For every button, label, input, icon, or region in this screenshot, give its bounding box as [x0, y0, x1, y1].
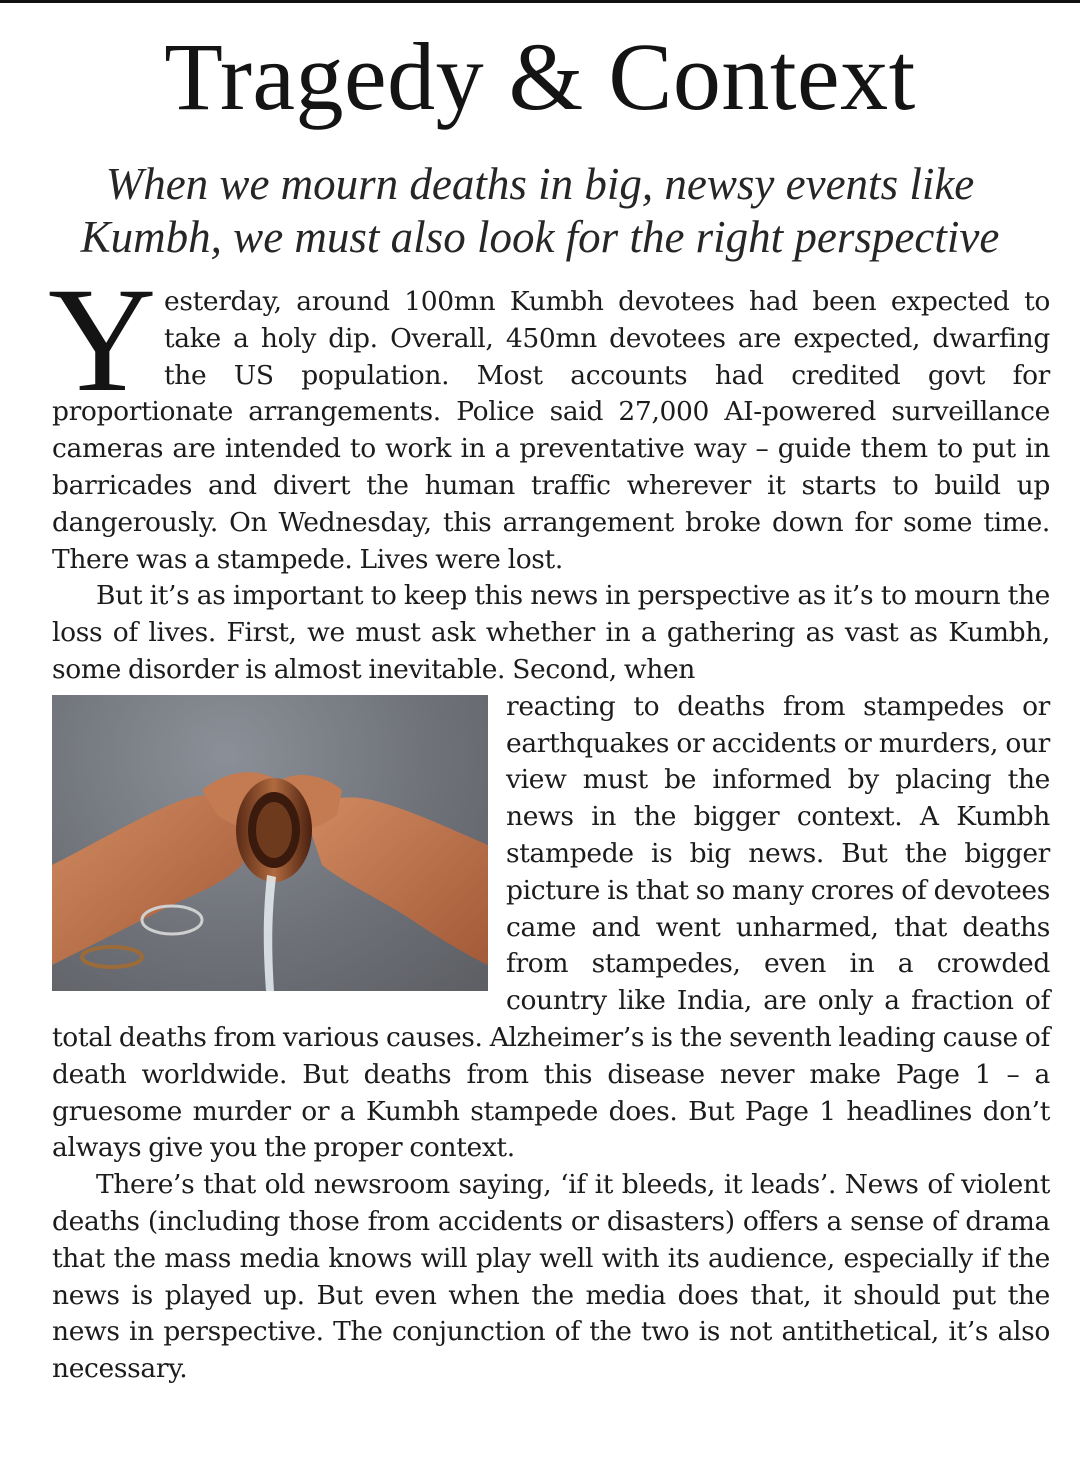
paragraph-2a-text: But it’s as important to keep this news in perspective as it’s to mourn the loss of lives. First, we must ask whether in a gathering as vast as Kumbh, some disorder is almost inevitable. Second, when — [52, 580, 1050, 685]
article-body — [48, 257, 1050, 1388]
paragraph-2 — [52, 578, 1050, 688]
deck: When we mourn deaths in big, newsy events like Kumbh, we must also look for the right perspective — [80, 159, 1000, 262]
top-rule — [0, 0, 1080, 3]
paragraph-3 — [52, 1167, 1050, 1388]
photo-hands-pouring-water — [52, 695, 488, 991]
headline: Tragedy & Context — [164, 23, 916, 130]
paragraph-3-text: There’s that old newsroom saying, ‘if it bleeds, it leads’. News of violent deaths (including those from accidents or disasters) offers a sense of drama that the mass media knows will play well with its audience, especially if the news is played up. But even when the media does that, it should put the news in perspective. The conjunction of the two is not antithetical, it’s also necessary. — [52, 1169, 1050, 1385]
article-photo — [52, 695, 488, 991]
paragraph-1-text: esterday, around 100mn Kumbh devotees had been expected to take a holy dip. Overall, 450mn devotees are expected, dwarfing the US population. Most accounts had credited govt for proportionate arrangements. Police said 27,000 AI-powered surveillance cameras are intended to work in a preventative way – guide them to put in barricades and divert the human traffic wherever it starts to build up dangerously. On Wednesday, this arrangement broke down for some time. There was a stampede. Lives were lost. — [52, 286, 1050, 575]
paragraph-2b-text: reacting to deaths from stampedes or earthquakes or accidents or murders, our view must be informed by placing the news in the bigger context. A Kumbh stampede is big news. But the bigger picture is that so many crores of devotees came and went unharmed, that deaths from stampedes, even in a crowded country like India, are only a fraction of total deaths from various causes. Alzheimer’s is the seventh leading cause of death worldwide. But deaths from this disease never make Page 1 – a gruesome murder or a Kumbh stampede does. But Page 1 headlines don’t always give you the proper context. — [52, 690, 1050, 1164]
paragraph-1 — [48, 257, 1050, 578]
drop-cap: Y — [48, 257, 156, 423]
